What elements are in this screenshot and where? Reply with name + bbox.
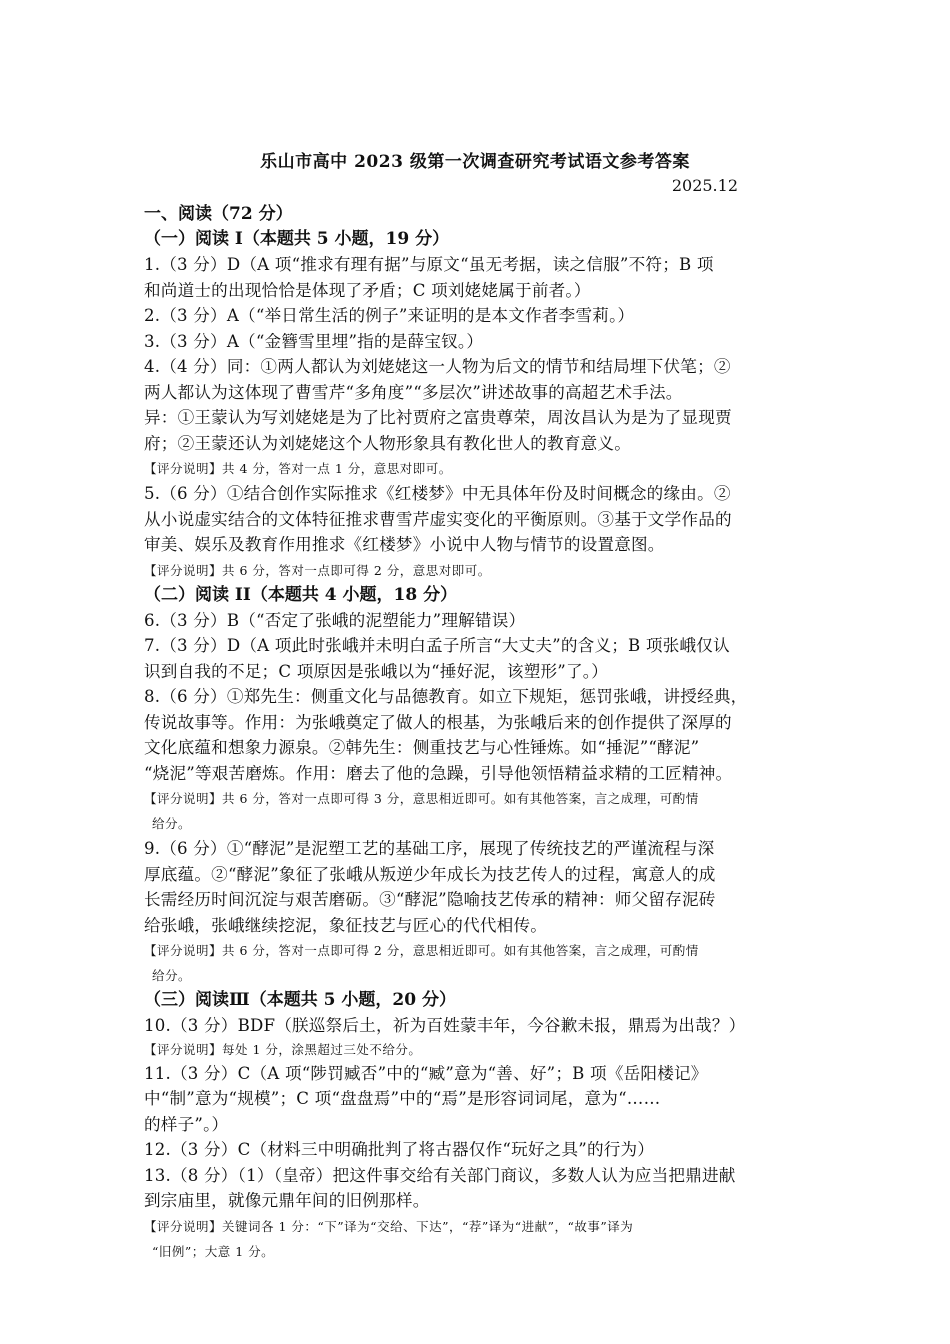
section-heading: 一、阅读（72 分） bbox=[144, 204, 293, 224]
scoring-note: 给分。 bbox=[152, 968, 192, 983]
scoring-note: 【评分说明】关键词各 1 分：“下”译为“交给、下达”，“荐”译为“进献”，“故事”译为 bbox=[144, 1218, 634, 1234]
answer-line: 9.（6 分）①“酵泥”是泥塑工艺的基础工序，展现了传统技艺的严谨流程与深 bbox=[144, 839, 715, 858]
section-heading: （三）阅读Ⅲ（本题共 5 小题，20 分） bbox=[144, 990, 456, 1010]
scoring-note: “旧例”；大意 1 分。 bbox=[152, 1243, 275, 1259]
answer-line: 两人都认为这体现了曹雪芹“多角度”“多层次”讲述故事的高超艺术手法。 bbox=[144, 382, 683, 402]
scoring-note: 【评分说明】共 6 分，答对一点即可得 2 分，意思相近即可。如有其他答案，言之成理，可酌情 bbox=[144, 943, 699, 958]
answer-line: 到宗庙里，就像元鼎年间的旧例那样。 bbox=[144, 1191, 430, 1210]
answer-line: 11.（3 分）C（A 项“陟罚臧否”中的“臧”意为“善、好”；B 项《岳阳楼记》 bbox=[144, 1063, 708, 1083]
section-heading: （一）阅读 I（本题共 5 小题，19 分） bbox=[144, 229, 450, 249]
answer-line: 10.（3 分）BDF（朕巡祭后土，祈为百姓蒙丰年，今谷歉未报，鼎焉为出哉？） bbox=[144, 1016, 746, 1035]
answer-line: 3.（3 分）A（“金簪雪里埋”指的是薛宝钗。） bbox=[144, 331, 484, 351]
answer-line: 13.（8 分）（1）（皇帝）把这件事交给有关部门商议，多数人认为应当把鼎进献 bbox=[144, 1165, 736, 1185]
answer-line: 和尚道士的出现恰恰是体现了矛盾；C 项刘姥姥属于前者。） bbox=[144, 280, 591, 300]
section-heading: （二）阅读 II（本题共 4 小题，18 分） bbox=[144, 584, 458, 605]
answer-line: 7.（3 分）D（A 项此时张峨并未明白孟子所言“大丈夫”的含义；B 项张峨仅认 bbox=[144, 636, 730, 655]
answer-line: 文化底蕴和想象力源泉。②韩先生：侧重技艺与心性锤炼。如“捶泥”“酵泥” bbox=[144, 738, 700, 757]
answer-line: 府；②王蒙还认为刘姥姥这个人物形象具有教化世人的教育意义。 bbox=[144, 433, 632, 453]
answer-line: 4.（4 分）同：①两人都认为刘姥姥这一人物为后文的情节和结局埋下伏笔；② bbox=[144, 357, 731, 376]
scoring-note: 【评分说明】每处 1 分，涂黑超过三处不给分。 bbox=[144, 1041, 422, 1057]
answer-line: 从小说虚实结合的文体特征推求曹雪芹虚实变化的平衡原则。③基于文学作品的 bbox=[144, 509, 732, 529]
document-date: 2025.12 bbox=[671, 176, 738, 195]
answer-line: “烧泥”等艰苦磨炼。作用：磨去了他的急躁，引导他领悟精益求精的工匠精神。 bbox=[144, 763, 733, 783]
scoring-note: 【评分说明】共 6 分，答对一点即可得 2 分，意思对即可。 bbox=[144, 562, 491, 578]
scoring-note: 【评分说明】共 6 分，答对一点即可得 3 分，意思相近即可。如有其他答案，言之成理，可酌情 bbox=[144, 791, 699, 806]
answer-line: 传说故事等。作用：为张峨奠定了做人的根基，为张峨后来的创作提供了深厚的 bbox=[144, 712, 732, 732]
answer-line: 6.（3 分）B（“否定了张峨的泥塑能力”理解错误） bbox=[144, 610, 526, 630]
answer-line: 2.（3 分）A（“举日常生活的例子”来证明的是本文作者李雪莉。） bbox=[144, 306, 635, 325]
scoring-note: 给分。 bbox=[152, 816, 192, 831]
answer-line: 给张峨，张峨继续挖泥，象征技艺与匠心的代代相传。 bbox=[144, 915, 548, 935]
answer-line: 长需经历时间沉淀与艰苦磨砺。③“酵泥”隐喻技艺传承的精神：师父留存泥砖 bbox=[144, 890, 716, 909]
answer-line: 异：①王蒙认为写刘姥姥是为了比衬贾府之富贵尊荣，周汝昌认为是为了显现贾 bbox=[144, 408, 732, 427]
scoring-note: 【评分说明】共 4 分，答对一点 1 分，意思对即可。 bbox=[144, 461, 452, 476]
answer-line: 的样子”。） bbox=[144, 1114, 229, 1134]
answer-line: 12.（3 分）C（材料三中明确批判了将古器仅作“玩好之具”的行为） bbox=[144, 1140, 655, 1159]
answer-line: 1.（3 分）D（A 项“推求有理有据”与原文“虽无考据，读之信服”不符；B 项 bbox=[144, 255, 714, 274]
page-title: 乐山市高中 2023 级第一次调查研究考试语文参考答案 bbox=[260, 152, 690, 172]
answer-line: 厚底蕴。②“酵泥”象征了张峨从叛逆少年成长为技艺传人的过程，寓意人的成 bbox=[144, 864, 716, 884]
answer-line: 5.（6 分）①结合创作实际推求《红楼梦》中无具体年份及时间概念的缘由。② bbox=[144, 484, 731, 503]
answer-content bbox=[144, 202, 814, 1264]
answer-line: 识到自我的不足；C 项原因是张峨以为“捶好泥，该塑形”了。） bbox=[144, 661, 609, 681]
answer-line: 审美、娱乐及教育作用推求《红楼梦》小说中人物与情节的设置意图。 bbox=[144, 535, 665, 554]
answer-line: 中“制”意为“规模”；C 项“盘盘焉”中的“焉”是形容词词尾，意为“…… bbox=[144, 1089, 661, 1108]
answer-line: 8.（6 分）①郑先生：侧重文化与品德教育。如立下规矩，惩罚张峨，讲授经典， bbox=[144, 687, 748, 706]
